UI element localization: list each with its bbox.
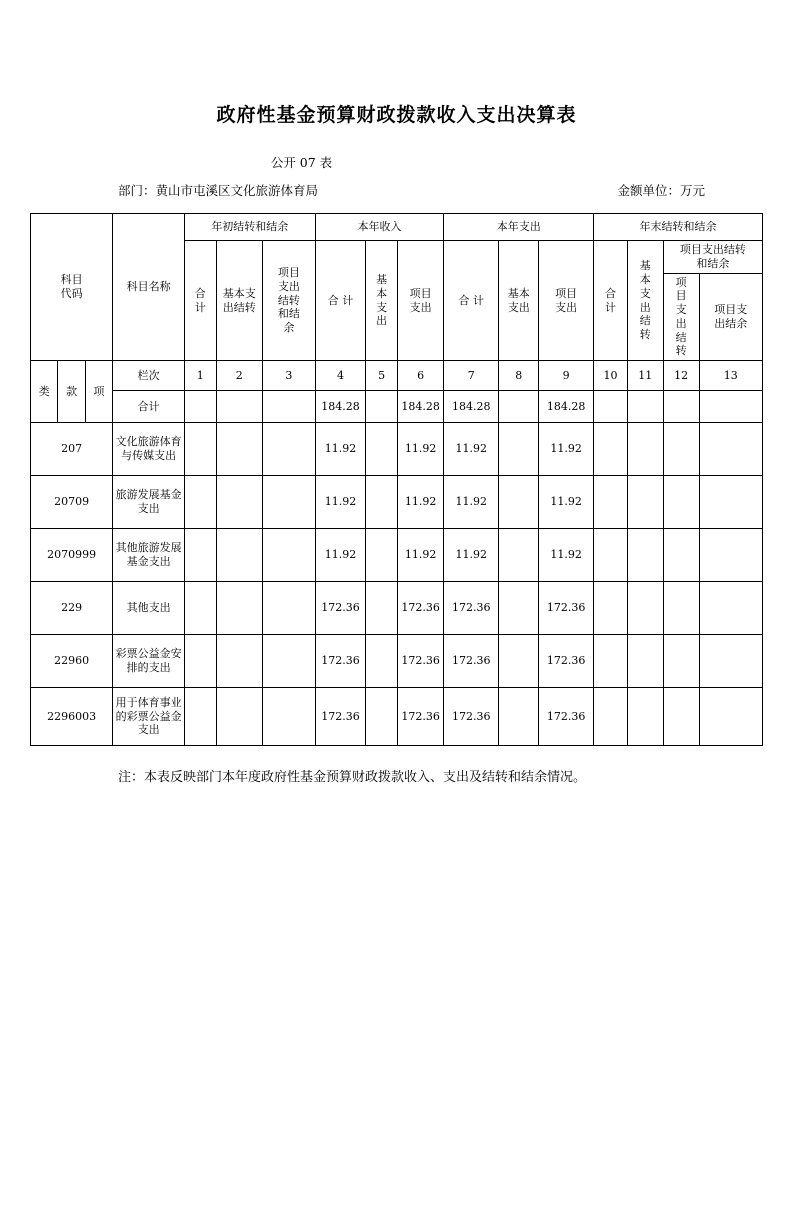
table-row — [31, 688, 763, 746]
row-opening-project — [262, 476, 315, 529]
table-row — [31, 423, 763, 476]
row-closing-project-balance — [699, 529, 762, 582]
code-sub-xiang: 项 — [85, 361, 112, 423]
col-num-12: 12 — [663, 361, 699, 391]
row-opening-basic — [216, 529, 262, 582]
row-closing-total — [594, 688, 628, 746]
col-num-5: 5 — [366, 361, 398, 391]
row-exp-basic — [499, 635, 539, 688]
col-num-8: 8 — [499, 361, 539, 391]
row-code: 207 — [31, 423, 113, 476]
row-closing-project-balance — [699, 582, 762, 635]
col-num-7: 7 — [444, 361, 499, 391]
row-exp-basic — [499, 423, 539, 476]
header-group-closing: 年末结转和结余 — [594, 214, 763, 241]
header-income-total: 合 计 — [315, 241, 366, 361]
row-exp-basic — [499, 582, 539, 635]
header-closing-project-group: 项目支出结转 和结余 — [663, 241, 762, 274]
row-opening-total — [184, 476, 216, 529]
header-income-project: 项目 支出 — [397, 241, 443, 361]
col-num-6: 6 — [397, 361, 443, 391]
page-title: 政府性基金预算财政拨款收入支出决算表 — [216, 104, 577, 126]
code-sub-kuan: 款 — [58, 361, 85, 423]
row-closing-total — [594, 476, 628, 529]
total-income-basic — [366, 391, 398, 423]
row-income-project: 11.92 — [397, 423, 443, 476]
row-name: 其他支出 — [113, 582, 185, 635]
row-closing-project-balance — [699, 688, 762, 746]
table-note: 注：本表反映部门本年度政府性基金预算财政拨款收入、支出及结转和结余情况。 — [118, 770, 587, 785]
total-closing-total — [594, 391, 628, 423]
row-opening-basic — [216, 688, 262, 746]
table-row — [31, 529, 763, 582]
row-income-project: 172.36 — [397, 582, 443, 635]
header-closing-total: 合 计 — [594, 241, 628, 361]
row-opening-project — [262, 529, 315, 582]
row-income-project: 11.92 — [397, 476, 443, 529]
row-exp-project: 172.36 — [539, 582, 594, 635]
row-opening-project — [262, 688, 315, 746]
col-num-11: 11 — [627, 361, 663, 391]
row-opening-basic — [216, 476, 262, 529]
row-opening-total — [184, 529, 216, 582]
row-closing-project-carry — [663, 423, 699, 476]
row-closing-basic — [627, 529, 663, 582]
row-code: 20709 — [31, 476, 113, 529]
row-income-basic — [366, 635, 398, 688]
header-income-basic: 基 本 支 出 — [366, 241, 398, 361]
row-name: 旅游发展基金支出 — [113, 476, 185, 529]
row-opening-basic — [216, 582, 262, 635]
total-closing-project-balance — [699, 391, 762, 423]
row-income-project: 172.36 — [397, 688, 443, 746]
header-opening-basic: 基本支 出结转 — [216, 241, 262, 361]
total-exp-total: 184.28 — [444, 391, 499, 423]
row-closing-total — [594, 423, 628, 476]
meta-row — [30, 181, 763, 199]
col-num-13: 13 — [699, 361, 762, 391]
row-exp-project: 11.92 — [539, 476, 594, 529]
total-opening-total — [184, 391, 216, 423]
row-income-total: 172.36 — [315, 688, 366, 746]
row-closing-project-balance — [699, 635, 762, 688]
row-closing-project-balance — [699, 423, 762, 476]
header-name: 科目名称 — [113, 214, 185, 361]
row-exp-project: 11.92 — [539, 529, 594, 582]
header-opening-project: 项目 支出 结转 和结 余 — [262, 241, 315, 361]
header-code: 科目 代码 — [31, 214, 113, 361]
header-group-income: 本年收入 — [315, 214, 444, 241]
row-name: 其他旅游发展基金支出 — [113, 529, 185, 582]
row-code: 22960 — [31, 635, 113, 688]
header-exp-total: 合 计 — [444, 241, 499, 361]
row-opening-project — [262, 423, 315, 476]
row-closing-project-carry — [663, 688, 699, 746]
total-opening-project — [262, 391, 315, 423]
row-exp-total: 172.36 — [444, 582, 499, 635]
col-num-1: 1 — [184, 361, 216, 391]
row-income-total: 172.36 — [315, 582, 366, 635]
row-income-total: 172.36 — [315, 635, 366, 688]
row-name: 文化旅游体育与传媒支出 — [113, 423, 185, 476]
col-num-9: 9 — [539, 361, 594, 391]
row-closing-total — [594, 635, 628, 688]
row-exp-basic — [499, 476, 539, 529]
row-income-project: 11.92 — [397, 529, 443, 582]
row-income-basic — [366, 582, 398, 635]
row-closing-project-balance — [699, 476, 762, 529]
header-closing-project-carry: 项 目 支 出 结 转 — [663, 273, 699, 361]
row-opening-total — [184, 423, 216, 476]
row-closing-basic — [627, 635, 663, 688]
col-num-2: 2 — [216, 361, 262, 391]
row-exp-basic — [499, 529, 539, 582]
row-name: 用于体育事业的彩票公益金支出 — [113, 688, 185, 746]
col-num-3: 3 — [262, 361, 315, 391]
unit-label: 金额单位：万元 — [617, 183, 705, 198]
row-closing-total — [594, 529, 628, 582]
row-exp-basic — [499, 688, 539, 746]
row-closing-basic — [627, 688, 663, 746]
row-income-basic — [366, 529, 398, 582]
row-exp-total: 172.36 — [444, 635, 499, 688]
row-opening-project — [262, 635, 315, 688]
budget-table — [30, 213, 763, 746]
row-closing-project-carry — [663, 529, 699, 582]
total-income-total: 184.28 — [315, 391, 366, 423]
row-code: 229 — [31, 582, 113, 635]
total-row-label: 合计 — [113, 391, 185, 423]
row-income-project: 172.36 — [397, 635, 443, 688]
header-exp-basic: 基本 支出 — [499, 241, 539, 361]
row-exp-total: 172.36 — [444, 688, 499, 746]
row-closing-project-carry — [663, 476, 699, 529]
row-opening-basic — [216, 635, 262, 688]
col-num-4: 4 — [315, 361, 366, 391]
row-opening-project — [262, 582, 315, 635]
column-number-row — [31, 361, 763, 391]
row-closing-project-carry — [663, 635, 699, 688]
row-closing-total — [594, 582, 628, 635]
column-row-label: 栏次 — [113, 361, 185, 391]
row-exp-total: 11.92 — [444, 476, 499, 529]
row-name: 彩票公益金安排的支出 — [113, 635, 185, 688]
header-closing-project-balance: 项目支 出结余 — [699, 273, 762, 361]
row-code: 2070999 — [31, 529, 113, 582]
code-sub-lei: 类 — [31, 361, 58, 423]
form-number: 公开 07 表 — [270, 155, 333, 170]
total-exp-basic — [499, 391, 539, 423]
row-closing-basic — [627, 582, 663, 635]
total-closing-project-carry — [663, 391, 699, 423]
total-opening-basic — [216, 391, 262, 423]
row-opening-total — [184, 635, 216, 688]
total-exp-project: 184.28 — [539, 391, 594, 423]
header-exp-project: 项目 支出 — [539, 241, 594, 361]
document-page — [0, 100, 793, 1222]
header-opening-total: 合 计 — [184, 241, 216, 361]
row-income-basic — [366, 476, 398, 529]
col-num-10: 10 — [594, 361, 628, 391]
row-income-total: 11.92 — [315, 423, 366, 476]
table-row — [31, 476, 763, 529]
row-opening-total — [184, 688, 216, 746]
header-closing-basic: 基 本 支 出 结 转 — [627, 241, 663, 361]
row-income-total: 11.92 — [315, 476, 366, 529]
row-exp-total: 11.92 — [444, 423, 499, 476]
row-closing-basic — [627, 423, 663, 476]
total-closing-basic — [627, 391, 663, 423]
total-income-project: 184.28 — [397, 391, 443, 423]
row-exp-project: 11.92 — [539, 423, 594, 476]
row-exp-project: 172.36 — [539, 635, 594, 688]
row-closing-project-carry — [663, 582, 699, 635]
row-exp-project: 172.36 — [539, 688, 594, 746]
table-group-header-row — [31, 214, 763, 241]
header-group-expenditure: 本年支出 — [444, 214, 594, 241]
row-opening-basic — [216, 423, 262, 476]
row-exp-total: 11.92 — [444, 529, 499, 582]
row-income-basic — [366, 688, 398, 746]
table-total-row — [31, 391, 763, 423]
row-opening-total — [184, 582, 216, 635]
table-row — [31, 635, 763, 688]
header-group-opening: 年初结转和结余 — [184, 214, 315, 241]
department-label: 部门：黄山市屯溪区文化旅游体育局 — [118, 183, 319, 198]
row-closing-basic — [627, 476, 663, 529]
table-row — [31, 582, 763, 635]
row-code: 2296003 — [31, 688, 113, 746]
row-income-total: 11.92 — [315, 529, 366, 582]
row-income-basic — [366, 423, 398, 476]
